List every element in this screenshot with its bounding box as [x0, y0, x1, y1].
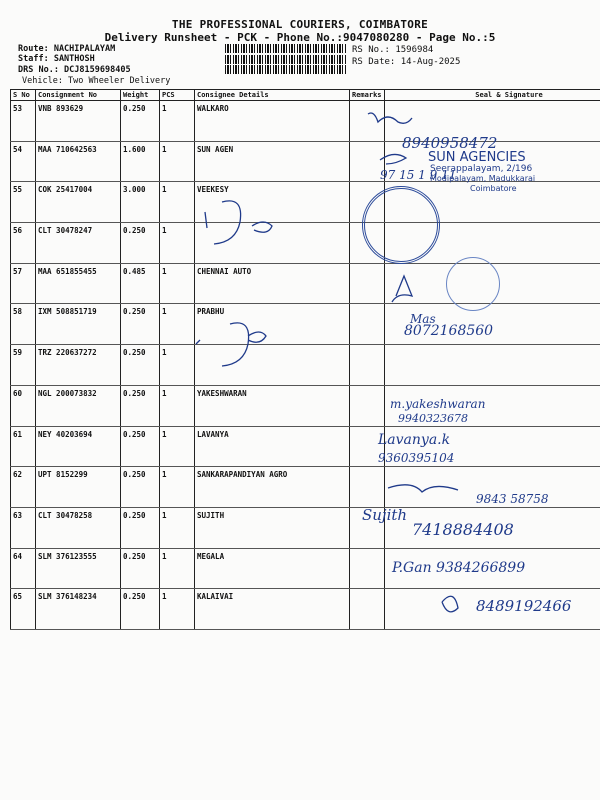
table-row — [11, 345, 600, 386]
route: Route: NACHIPALAYAM — [18, 44, 116, 54]
col-pcs: PCS — [160, 90, 195, 101]
cell-consignment: IXM 508851719 — [36, 304, 121, 345]
cell-remarks — [350, 101, 385, 142]
cell-consignment: NGL 200073832 — [36, 385, 121, 426]
stamp-address-1: Seerappalayam, 2/196 — [430, 164, 533, 174]
cell-remarks — [350, 467, 385, 508]
cell-consignment: CLT 30478247 — [36, 223, 121, 264]
cell-consignee: LAVANYA — [195, 426, 350, 467]
col-weight: Weight — [121, 90, 160, 101]
table-row — [11, 263, 600, 304]
cell-consignee: WALKARO — [195, 101, 350, 142]
cell-remarks — [350, 263, 385, 304]
table-row — [11, 304, 600, 345]
staff: Staff: SANTHOSH — [18, 54, 95, 64]
handwriting-64: P.Gan 9384266899 — [392, 560, 526, 576]
rs-number: RS No.: 1596984 — [352, 45, 434, 55]
cell-pcs: 1 — [160, 223, 195, 264]
col-seal: Seal & Signature — [385, 90, 600, 101]
handwriting-54: 97 15 1 9 11 — [380, 168, 457, 182]
handwriting-60-name: m.yakeshwaran — [390, 397, 486, 411]
stamp-address-2: Modipalayam, Madukkarai — [430, 174, 536, 183]
cell-consignment: MAA 710642563 — [36, 141, 121, 182]
table-row — [11, 385, 600, 426]
round-stamp — [362, 186, 440, 264]
vehicle: Vehicle: Two Wheeler Delivery — [22, 76, 171, 86]
cell-sno: 62 — [11, 467, 36, 508]
cell-weight: 0.250 — [121, 101, 160, 142]
cell-sno: 56 — [11, 223, 36, 264]
cell-consignee: SANKARAPANDIYAN AGRO — [195, 467, 350, 508]
cell-sno: 55 — [11, 182, 36, 223]
table-row — [11, 101, 600, 142]
cell-weight: 0.250 — [121, 589, 160, 630]
company-title: THE PROFESSIONAL COURIERS, COIMBATORE — [171, 18, 429, 31]
cell-consignee — [195, 345, 350, 386]
col-consignee: Consignee Details — [195, 90, 350, 101]
cell-consignee: VEEKESY — [195, 182, 350, 223]
cell-consignment: NEY 40203694 — [36, 426, 121, 467]
cell-sno: 54 — [11, 141, 36, 182]
cell-pcs: 1 — [160, 345, 195, 386]
cell-weight: 0.250 — [121, 345, 160, 386]
cell-weight: 0.250 — [121, 548, 160, 589]
cell-consignment: MAA 651855455 — [36, 263, 121, 304]
rs-date: RS Date: 14-Aug-2025 — [352, 57, 461, 67]
cell-consignee — [195, 223, 350, 264]
cell-consignee: PRABHU — [195, 304, 350, 345]
cell-consignment: TRZ 220637272 — [36, 345, 121, 386]
handwriting-63-phone2: 7418884408 — [412, 520, 514, 539]
cell-pcs: 1 — [160, 263, 195, 304]
handwriting-65: 8489192466 — [476, 597, 572, 615]
cell-consignment: CLT 30478258 — [36, 507, 121, 548]
cell-consignment: SLM 376148234 — [36, 589, 121, 630]
cell-weight: 3.000 — [121, 182, 160, 223]
cell-pcs: 1 — [160, 589, 195, 630]
cell-pcs: 1 — [160, 548, 195, 589]
cell-pcs: 1 — [160, 101, 195, 142]
table-row — [11, 223, 600, 264]
col-sno: S No — [11, 90, 36, 101]
cell-sno: 53 — [11, 101, 36, 142]
cell-consignee: YAKESHWARAN — [195, 385, 350, 426]
barcode-1 — [225, 44, 347, 53]
cell-sno: 63 — [11, 507, 36, 548]
cell-pcs: 1 — [160, 141, 195, 182]
cell-remarks — [350, 385, 385, 426]
barcode-3 — [225, 65, 347, 74]
col-remarks: Remarks — [350, 90, 385, 101]
cell-sno: 60 — [11, 385, 36, 426]
cell-consignee: KALAIVAI — [195, 589, 350, 630]
cell-pcs: 1 — [160, 385, 195, 426]
cell-weight: 1.600 — [121, 141, 160, 182]
cell-consignment: COK 25417004 — [36, 182, 121, 223]
handwriting-61-phone: 9360395104 — [378, 451, 455, 465]
cell-consignee: CHENNAI AUTO — [195, 263, 350, 304]
cell-weight: 0.250 — [121, 426, 160, 467]
handwriting-53: 8940958472 — [402, 134, 498, 152]
cell-consignee: MEGALA — [195, 548, 350, 589]
cell-sno: 58 — [11, 304, 36, 345]
cell-consignment: UPT 8152299 — [36, 467, 121, 508]
cell-seal — [385, 345, 600, 386]
cell-weight: 0.250 — [121, 467, 160, 508]
drs-number: DRS No.: DCJ8159698405 — [18, 65, 131, 75]
table-header — [11, 90, 600, 101]
cell-sno: 61 — [11, 426, 36, 467]
handwriting-61-name: Lavanya.k — [378, 432, 451, 448]
cell-consignment: SLM 376123555 — [36, 548, 121, 589]
cell-sno: 59 — [11, 345, 36, 386]
cell-sno: 64 — [11, 548, 36, 589]
barcode-2 — [225, 55, 347, 64]
cell-sno: 57 — [11, 263, 36, 304]
stamp-agency-name: SUN AGENCIES — [428, 150, 526, 165]
cell-weight: 0.250 — [121, 385, 160, 426]
stamp-city: Coimbatore — [470, 184, 517, 193]
table-row — [11, 426, 600, 467]
cell-pcs: 1 — [160, 426, 195, 467]
round-stamp-faint — [446, 257, 500, 311]
handwriting-60-phone: 9940323678 — [398, 412, 468, 425]
handwriting-63-phone: 9843 58758 — [476, 492, 549, 506]
cell-remarks — [350, 548, 385, 589]
cell-weight: 0.485 — [121, 263, 160, 304]
cell-weight: 0.250 — [121, 223, 160, 264]
handwriting-58-phone: 8072168560 — [404, 323, 494, 339]
cell-weight: 0.250 — [121, 304, 160, 345]
cell-remarks — [350, 304, 385, 345]
cell-sno: 65 — [11, 589, 36, 630]
cell-remarks — [350, 589, 385, 630]
cell-pcs: 1 — [160, 182, 195, 223]
cell-weight: 0.250 — [121, 507, 160, 548]
cell-consignment: VNB 893629 — [36, 101, 121, 142]
cell-pcs: 1 — [160, 467, 195, 508]
cell-consignee: SUN AGEN — [195, 141, 350, 182]
cell-remarks — [350, 345, 385, 386]
cell-pcs: 1 — [160, 304, 195, 345]
cell-consignee: SUJITH — [195, 507, 350, 548]
cell-pcs: 1 — [160, 507, 195, 548]
handwriting-63-name: Sujith — [362, 506, 408, 524]
col-consignment: Consignment No — [36, 90, 121, 101]
runsheet-subtitle: Delivery Runsheet - PCK - Phone No.:9047080280 - Page No.:5 — [104, 31, 496, 44]
handwriting-58-name: Mas — [410, 312, 436, 326]
